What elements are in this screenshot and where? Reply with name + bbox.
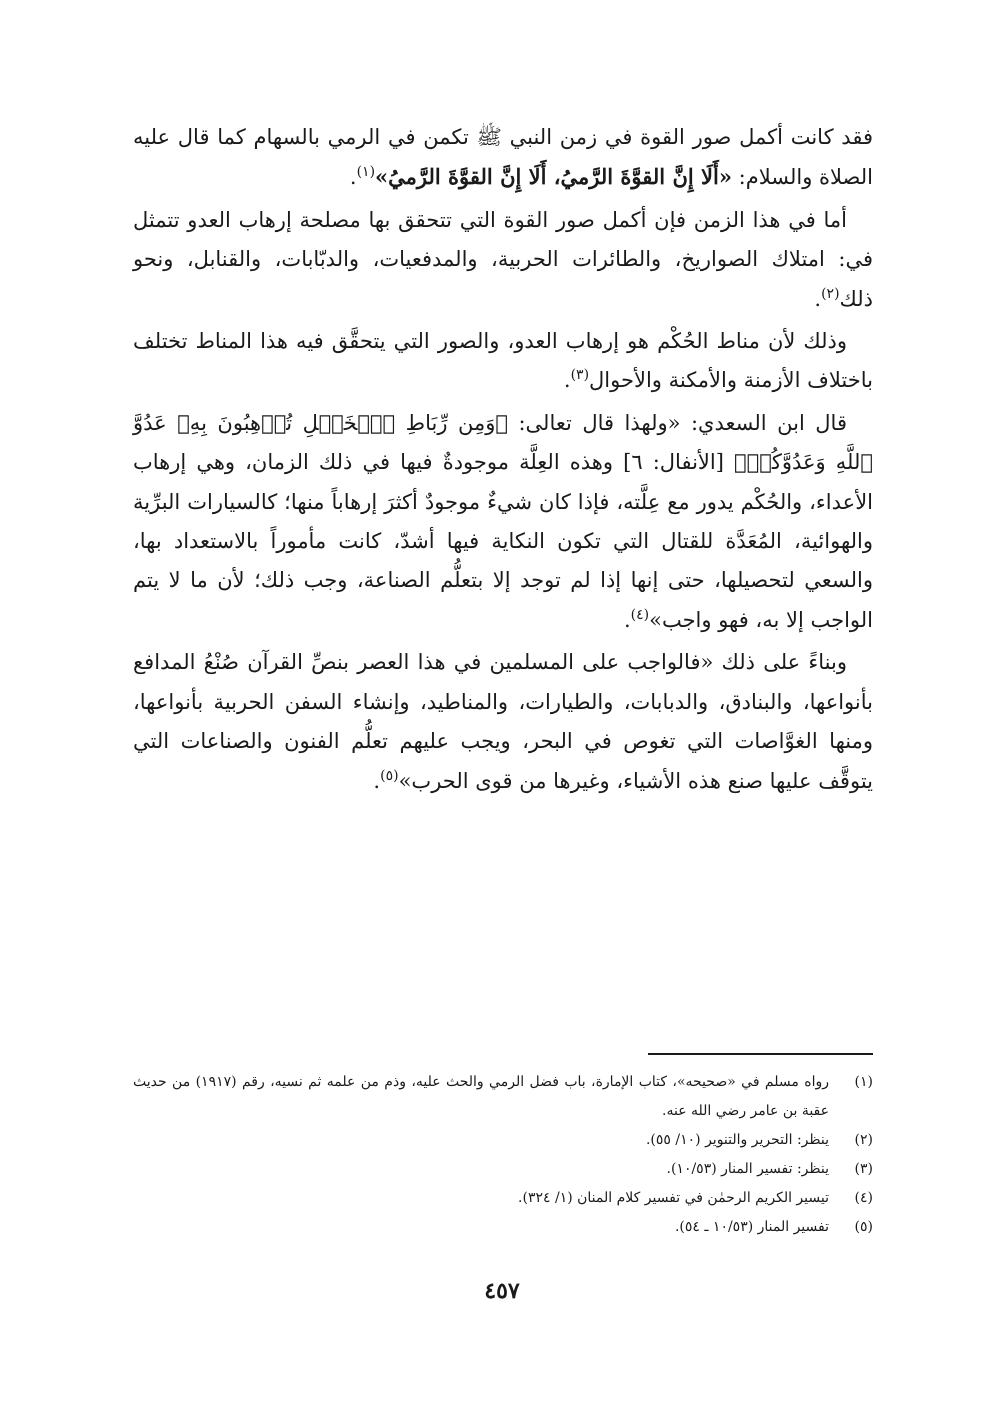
footnote-4 bbox=[133, 1184, 873, 1213]
footnote-number: (٢) bbox=[854, 1132, 873, 1148]
footnote-1 bbox=[133, 1068, 873, 1126]
paragraph-4 bbox=[133, 404, 873, 640]
footnote-ref-2: (٢) bbox=[821, 285, 840, 302]
footnote-ref-5: (٥) bbox=[380, 767, 399, 784]
paragraph-1 bbox=[133, 118, 873, 198]
footnote-ref-1: (١) bbox=[356, 164, 376, 181]
footnote-number: (٣) bbox=[854, 1161, 873, 1177]
paragraph-4-end: . bbox=[623, 607, 631, 632]
paragraph-3-text: وذلك لأن مناط الحُكْم هو إرهاب العدو، والصور التي يتحقَّق فيه هذا المناط تختلف باختلاف الأزمنة والأمكنة والأحوال bbox=[133, 329, 873, 393]
paragraph-1-end: . bbox=[349, 165, 357, 190]
footnote-2 bbox=[133, 1126, 873, 1155]
footnote-ref-3: (٣) bbox=[570, 367, 590, 384]
main-text bbox=[133, 118, 873, 804]
footnote-number: (٥) bbox=[854, 1219, 873, 1235]
hadith-quote: «أَلَا إِنَّ القوَّةَ الرَّميُ، أَلَا إِنَّ القوَّةَ الرَّميُ» bbox=[375, 164, 732, 190]
footnote-text: تيسير الكريم الرحمٰن في تفسير كلام المنان (١/ ٣٢٤). bbox=[518, 1190, 829, 1206]
paragraph-5 bbox=[133, 643, 873, 801]
paragraph-2-text: أما في هذا الزمن فإن أكمل صور القوة التي تتحقق بها مصلحة إرهاب العدو تتمثل في: امتلاك الصواريخ، والطائرات الحربية، والمدفعيات، والدبّابات، والقنابل، ونحو ذلك bbox=[133, 207, 873, 311]
footnote-number: (٤) bbox=[854, 1190, 873, 1206]
footnote-3 bbox=[133, 1155, 873, 1184]
paragraph-1-text: فقد كانت أكمل صور القوة في زمن النبي ﷺ تكمن في الرمي بالسهام كما قال عليه الصلاة والسلام: bbox=[133, 125, 873, 190]
footnote-number: (١) bbox=[854, 1074, 873, 1090]
paragraph-3 bbox=[133, 322, 873, 401]
footnotes bbox=[133, 1068, 873, 1242]
paragraph-3-end: . bbox=[563, 368, 571, 393]
paragraph-2-end: . bbox=[814, 286, 822, 311]
paragraph-2 bbox=[133, 201, 873, 319]
footnote-divider bbox=[648, 1053, 873, 1055]
footnote-text: ينظر: تفسير المنار (١٠/٥٣). bbox=[666, 1161, 829, 1177]
footnote-text: ينظر: التحرير والتنوير (١٠/ ٥٥). bbox=[645, 1132, 829, 1148]
footnote-text: تفسير المنار (١٠/٥٣ ـ ٥٤). bbox=[674, 1219, 829, 1235]
footnote-text: رواه مسلم في «صحيحه»، كتاب الإمارة، باب فضل الرمي والحث عليه، وذم من علمه ثم نسيه، رقم (١٩١٧) من حديث عقبة بن عامر رضي الله عنه. bbox=[133, 1074, 829, 1119]
page-number: ٤٥٧ bbox=[484, 1278, 520, 1304]
footnote-5 bbox=[133, 1213, 873, 1242]
paragraph-5-end: . bbox=[373, 768, 381, 793]
paragraph-5-text: وبناءً على ذلك «فالواجب على المسلمين في هذا العصر بنصِّ القرآن صُنْعُ المدافع بأنواعها، والبنادق، والدبابات، والطيارات، والمناطيد، وإنشاء السفن الحربية بأنواعها، ومنها الغوَّاصات التي تغوص في البحر، ويجب عليهم تعلُّم الفنون والصناعات التي يتوقَّف عليها صنع هذه الأشياء، وغيرها من قوى الحرب» bbox=[133, 650, 873, 793]
paragraph-4-text: قال ابن السعدي: «ولهذا قال تعالى: ﴿وَمِن رِّبَاطِ ٱلۡخَيۡلِ تُرۡهِبُونَ بِهِۦ عَدُوَّ ٱللَّهِ وَعَدُوَّكُمۡ﴾ [الأنفال: ٦] وهذه العِلَّة موجودةٌ فيها في ذلك الزمان، وهي إرهاب الأعداء، والحُكْم يدور مع عِلَّته، فإذا كان شيءٌ موجودٌ أكثرَ إرهاباً منها؛ كالسيارات البرِّية والهوائية، المُعَدَّة للقتال التي تكون النكاية فيها أشدّ، كانت مأموراً بالاستعداد بها، والسعي لتحصيلها، حتى إنها إذا لم توجد إلا بتعلُّم الصناعة، وجب ذلك؛ لأن ما لا يتم الواجب إلا به، فهو واجب» bbox=[133, 410, 873, 632]
footnote-ref-4: (٤) bbox=[630, 606, 650, 623]
